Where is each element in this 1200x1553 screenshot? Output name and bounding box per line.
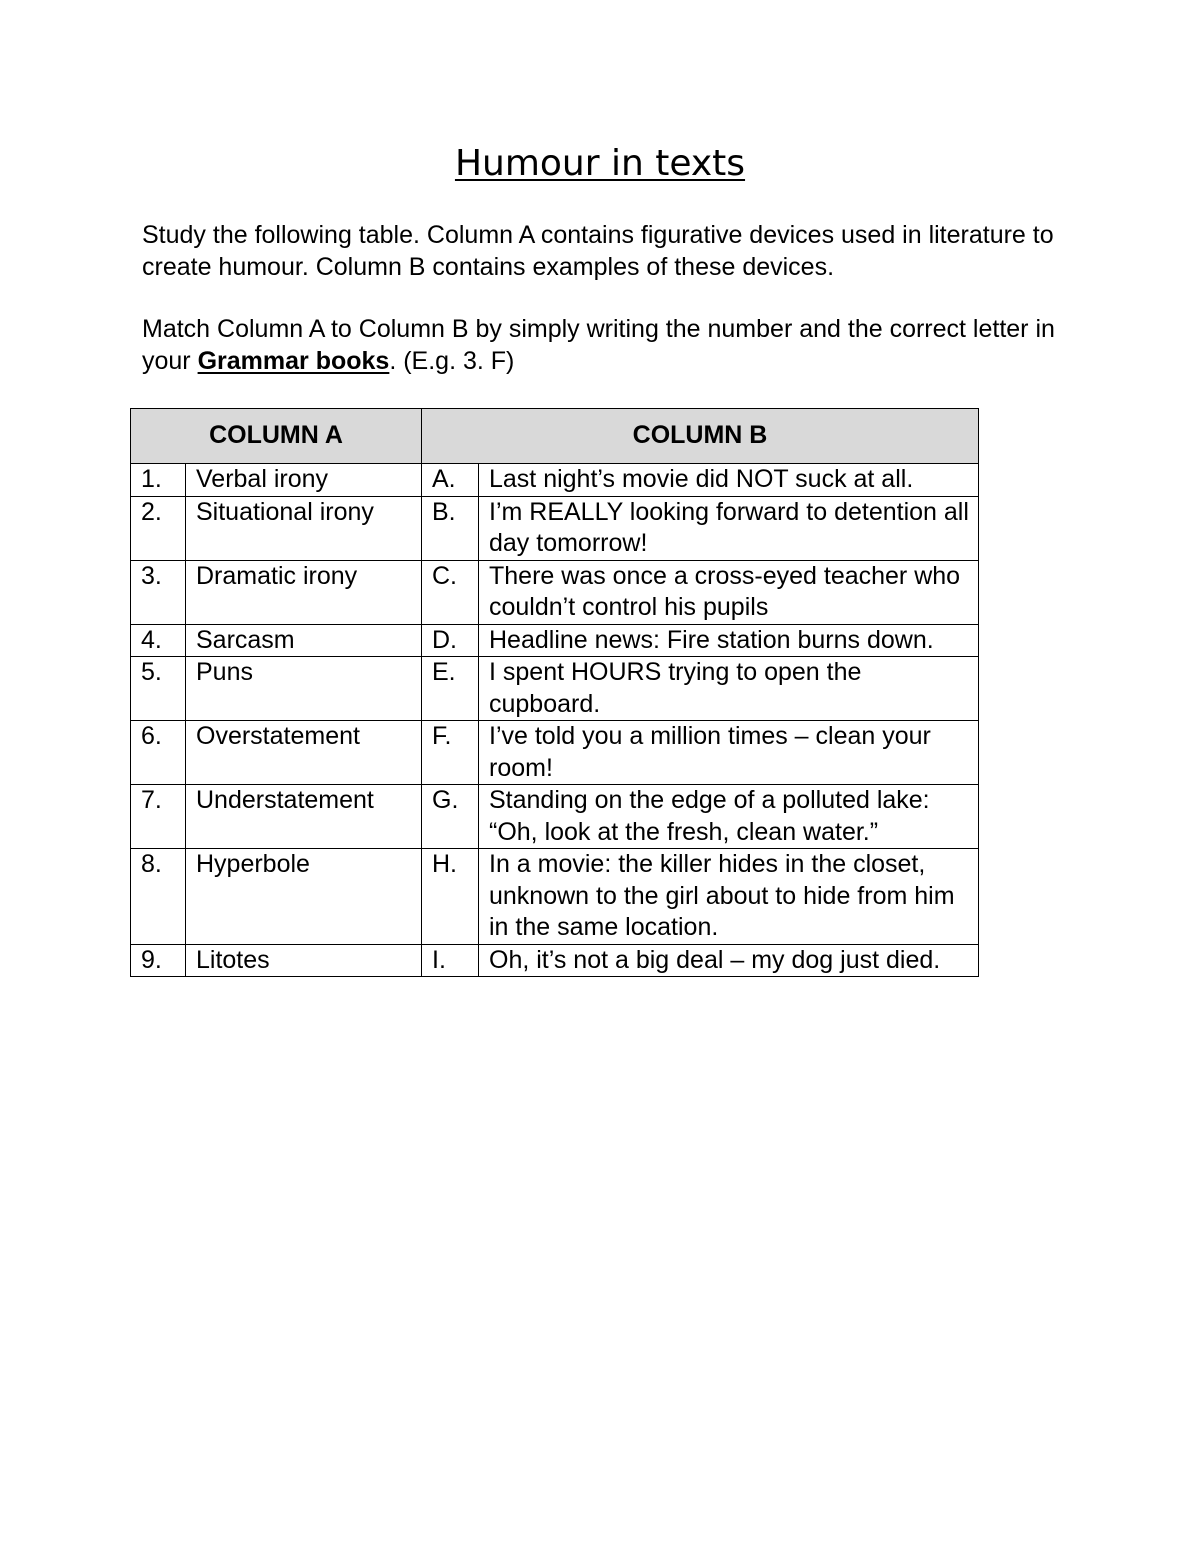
row-number: 5. xyxy=(131,657,186,721)
device-name: Litotes xyxy=(186,944,422,977)
device-name: Overstatement xyxy=(186,721,422,785)
table-row xyxy=(131,944,979,977)
example-text: I’ve told you a million times – clean your room! xyxy=(479,721,979,785)
example-text: I spent HOURS trying to open the cupboard. xyxy=(479,657,979,721)
row-number: 9. xyxy=(131,944,186,977)
example-letter: B. xyxy=(422,496,479,560)
example-letter: D. xyxy=(422,624,479,657)
row-number: 2. xyxy=(131,496,186,560)
device-name: Puns xyxy=(186,657,422,721)
table-row xyxy=(131,657,979,721)
example-letter: C. xyxy=(422,560,479,624)
example-letter: A. xyxy=(422,464,479,497)
column-a-header: COLUMN A xyxy=(131,409,422,464)
matching-table xyxy=(130,408,979,977)
instruction-paragraph xyxy=(142,314,1102,377)
example-letter: G. xyxy=(422,785,479,849)
row-number: 8. xyxy=(131,849,186,945)
device-name: Sarcasm xyxy=(186,624,422,657)
instruction-text-end: . (E.g. 3. F) xyxy=(389,346,515,375)
table-row xyxy=(131,464,979,497)
example-text: In a movie: the killer hides in the closet, unknown to the girl about to hide from him in the same location. xyxy=(479,849,979,945)
table-row xyxy=(131,560,979,624)
table-row xyxy=(131,785,979,849)
example-text: Oh, it’s not a big deal – my dog just died. xyxy=(479,944,979,977)
example-text: I’m REALLY looking forward to detention all day tomorrow! xyxy=(479,496,979,560)
table-row xyxy=(131,624,979,657)
example-letter: F. xyxy=(422,721,479,785)
example-letter: H. xyxy=(422,849,479,945)
column-b-header: COLUMN B xyxy=(422,409,979,464)
device-name: Hyperbole xyxy=(186,849,422,945)
row-number: 7. xyxy=(131,785,186,849)
row-number: 1. xyxy=(131,464,186,497)
device-name: Situational irony xyxy=(186,496,422,560)
table-row xyxy=(131,849,979,945)
device-name: Understatement xyxy=(186,785,422,849)
example-text: There was once a cross-eyed teacher who couldn’t control his pupils xyxy=(479,560,979,624)
example-text: Standing on the edge of a polluted lake: “Oh, look at the fresh, clean water.” xyxy=(479,785,979,849)
row-number: 6. xyxy=(131,721,186,785)
device-name: Verbal irony xyxy=(186,464,422,497)
grammar-books-emphasis: Grammar books xyxy=(197,346,390,375)
table-header-row xyxy=(131,409,979,464)
example-letter: E. xyxy=(422,657,479,721)
example-text: Headline news: Fire station burns down. xyxy=(479,624,979,657)
table-row xyxy=(131,721,979,785)
instruction-text-start: Match Column A to Column B by simply writing the number and the correct letter in your xyxy=(142,315,1055,375)
page-title: Humour in texts xyxy=(454,143,746,184)
device-name: Dramatic irony xyxy=(186,560,422,624)
table-row xyxy=(131,496,979,560)
row-number: 3. xyxy=(131,560,186,624)
intro-paragraph: Study the following table. Column A contains figurative devices used in literature to create humour. Column B contains examples of these devices. xyxy=(142,221,1054,281)
example-text: Last night’s movie did NOT suck at all. xyxy=(479,464,979,497)
row-number: 4. xyxy=(131,624,186,657)
example-letter: I. xyxy=(422,944,479,977)
